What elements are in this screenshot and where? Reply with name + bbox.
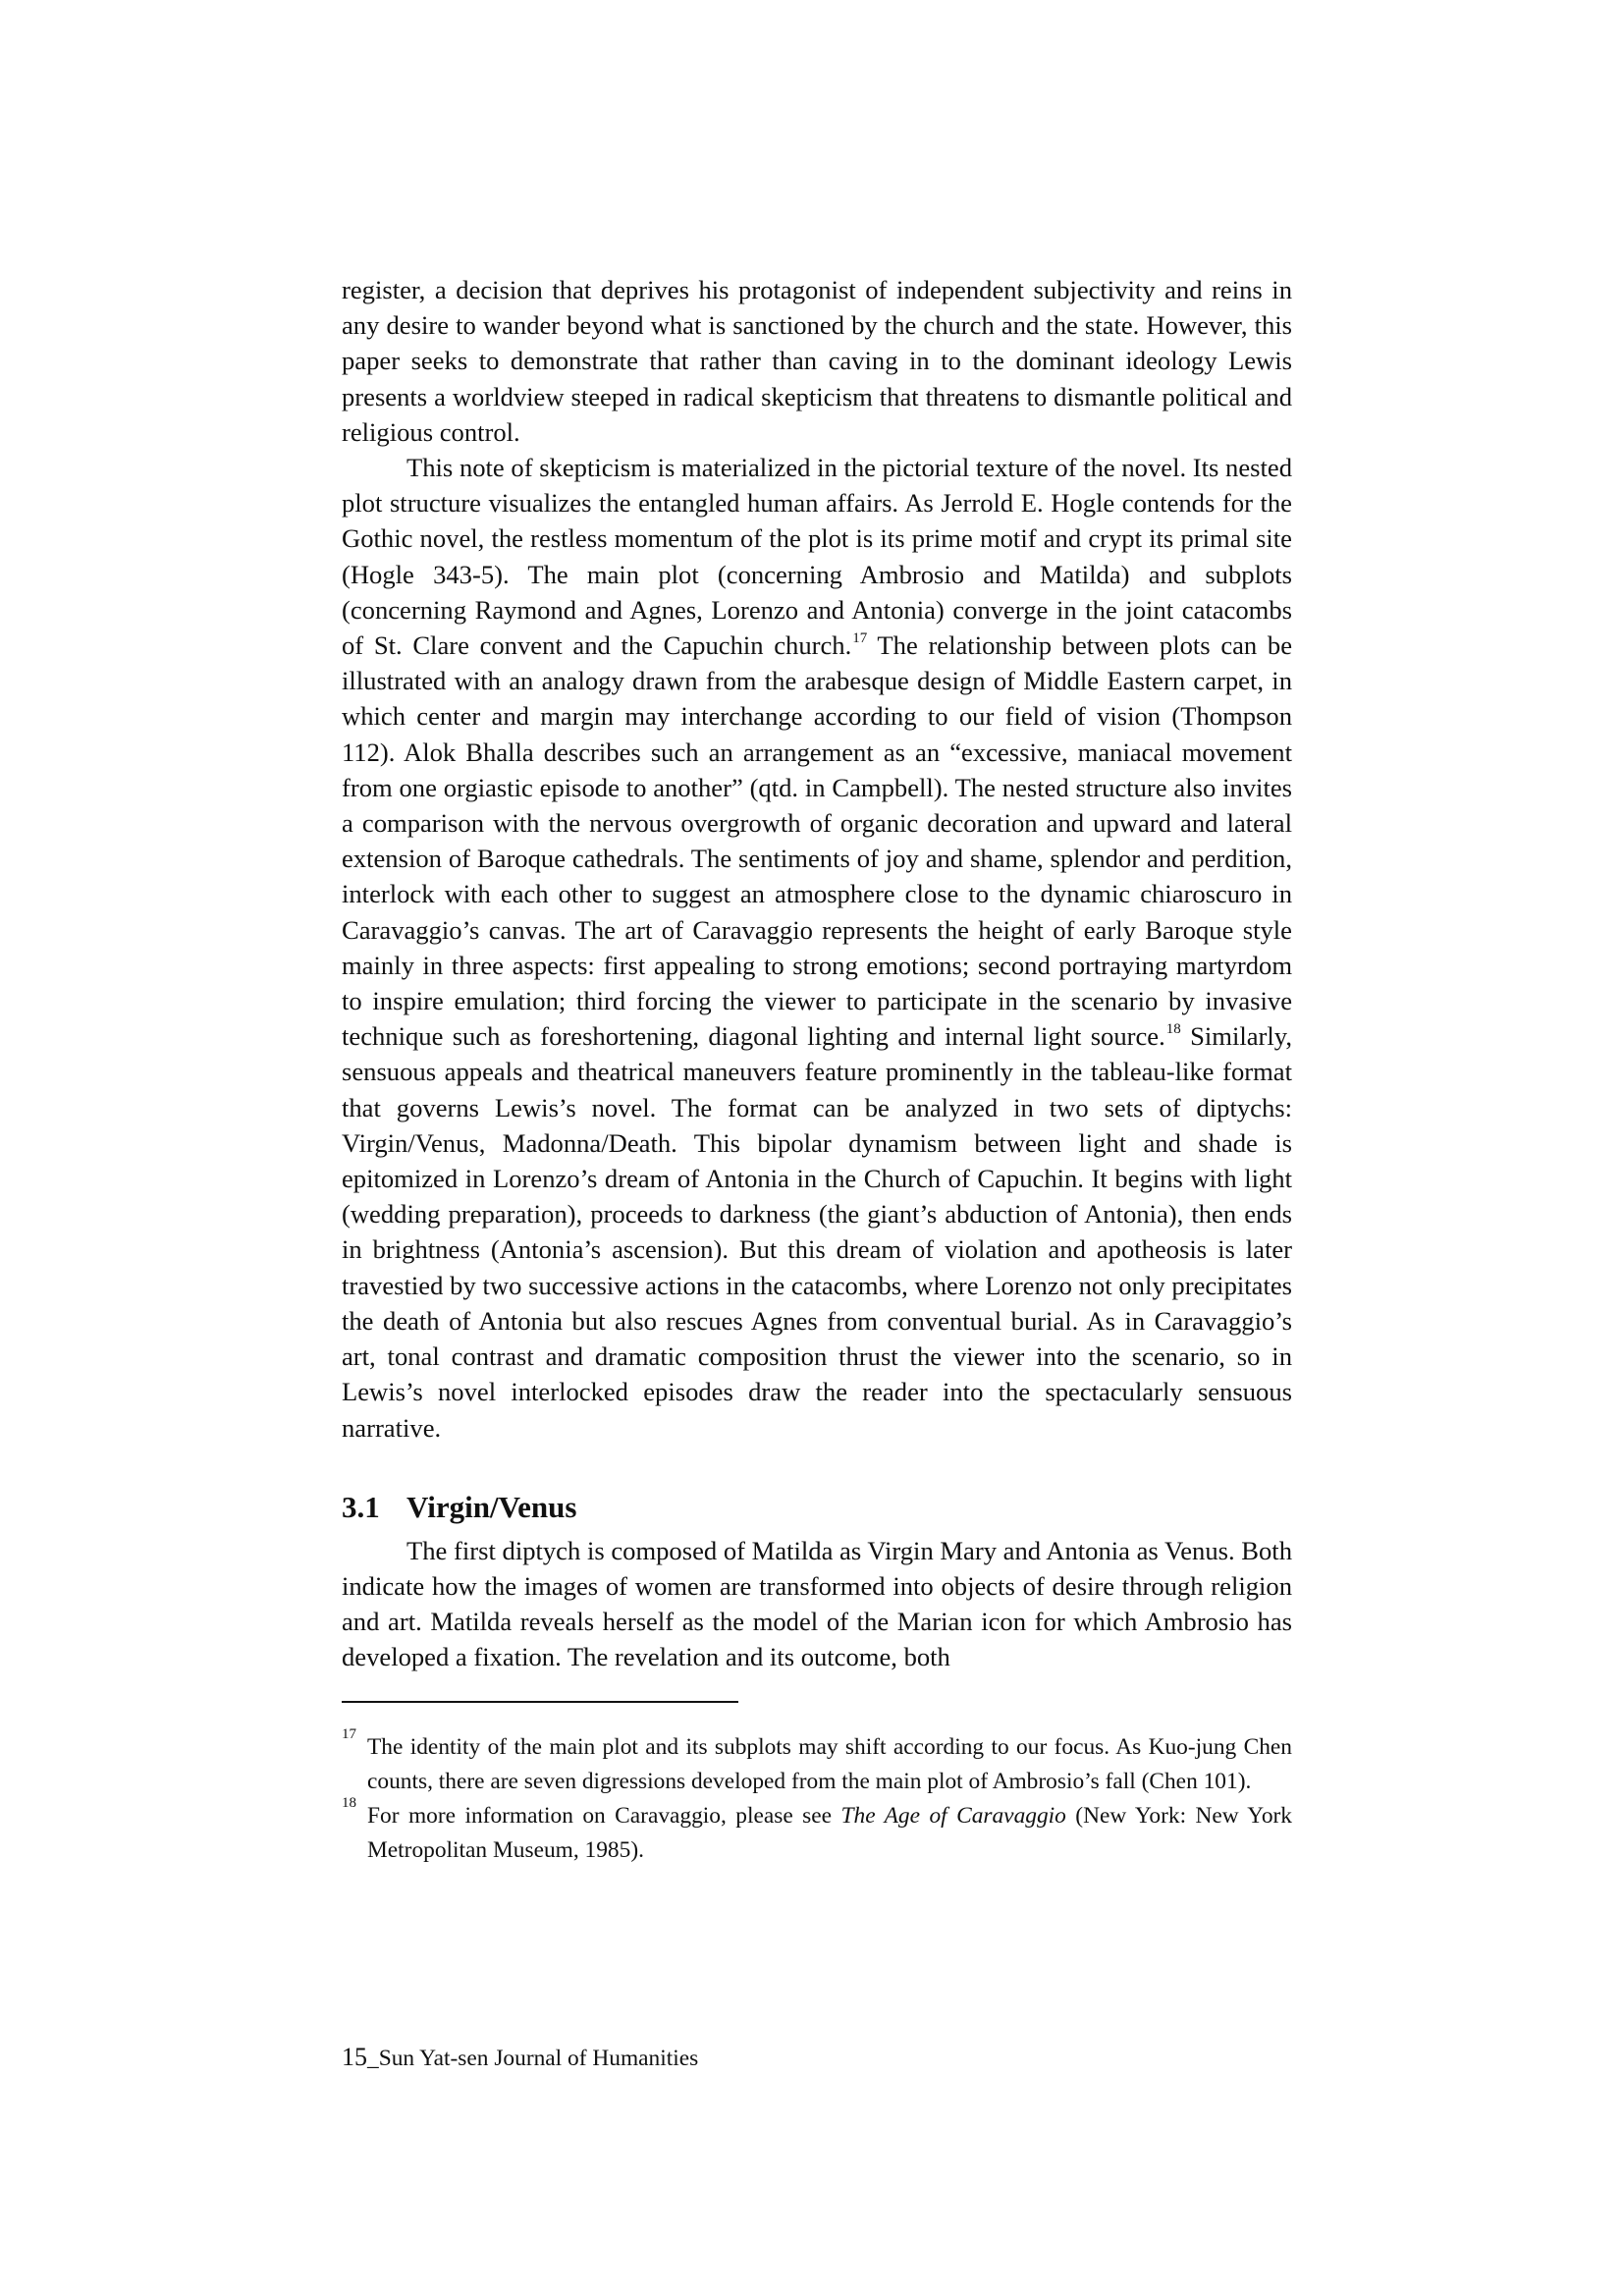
page-body <box>342 272 1292 1868</box>
footnote-18 <box>342 1794 1293 1868</box>
footnote-divider <box>342 1701 738 1703</box>
body-paragraph-2-part-a: This note of skepticism is materialized in the pictorial texture of the novel. Its nested plot structure visualizes the entangled human affairs. As Jerrold E. Hogle contends for the Gothic novel, the restless momentum of the plot is its prime motif and crypt its primal site (Hogle 343-5). The main plot (concerning Ambrosio and Matilda) and subplots (concerning Raymond and Agnes, Lorenzo and Antonia) converge in the joint catacombs of St. Clare convent and the Capuchin church. <box>342 453 1292 661</box>
footnote-ref-17: 17 <box>852 630 868 647</box>
footnote-17-text: The identity of the main plot and its subplots may shift according to our focus. As Kuo-jung Chen counts, there are seven digressions developed from the main plot of Ambrosio’s fall (Chen 101). <box>367 1733 1292 1794</box>
body-paragraph-1: register, a decision that deprives his protagonist of independent subjectivity and reins in any desire to wander beyond what is sanctioned by the church and the state. However, this paper seeks to demonstrate that rather than caving in to the dominant ideology Lewis presents a worldview steeped in radical skepticism that threatens to dismantle political and religious control. <box>342 275 1292 447</box>
section-title: Virgin/Venus <box>406 1489 577 1524</box>
body-paragraph-2-part-b: The relationship between plots can be illustrated with an analogy drawn from the arabesque design of Middle Eastern carpet, in which center and margin may interchange according to our field of vision (Thompson 112). Alok Bhalla describes such an arrangement as an “excessive, maniacal movement from one orgiastic episode to another” (qtd. in Campbell). The nested structure also invites a comparison with the nervous overgrowth of organic decoration and upward and lateral extension of Baroque cathedrals. The sentiments of joy and shame, splendor and perdition, interlock with each other to suggest an atmosphere close to the dynamic chiaroscuro in Caravaggio’s canvas. The art of Caravaggio represents the height of early Baroque style mainly in three aspects: first appealing to strong emotions; second portraying martyrdom to inspire emulation; third forcing the viewer to participate in the scenario by invasive technique such as foreshortening, diagonal lighting and internal light source. <box>342 630 1292 1052</box>
footnote-ref-18: 18 <box>1165 1021 1181 1038</box>
journal-name: _Sun Yat-sen Journal of Humanities <box>367 2046 699 2071</box>
section-number: 3.1 <box>342 1489 380 1524</box>
body-paragraph-2-part-c: Similarly, sensuous appeals and theatrical maneuvers feature prominently in the tableau-like format that governs Lewis’s novel. The format can be analyzed in two sets of diptychs: Virgin/Venus, Madonna/Death. This bipolar dynamism between light and shade is epitomized in Lorenzo’s dream of Antonia in the Church of Capuchin. It begins with light (wedding preparation), proceeds to darkness (the giant’s abduction of Antonia), then ends in brightness (Antonia’s ascension). But this dream of violation and apotheosis is later travestied by two successive actions in the catacombs, where Lorenzo not only precipitates the death of Antonia but also rescues Agnes from conventual burial. As in Caravaggio’s art, tonal contrast and dramatic composition thrust the viewer into the scenario, so in Lewis’s novel interlocked episodes draw the reader into the spectacularly sensuous narrative. <box>342 1021 1292 1443</box>
footnote-18-book-title: The Age of Caravaggio <box>840 1802 1066 1829</box>
footnote-18-mark: 18 <box>342 1794 356 1811</box>
footnotes <box>342 1725 1293 1868</box>
page-number: 15 <box>342 2043 367 2071</box>
section-heading <box>342 1489 1292 1526</box>
page-footer <box>342 2043 698 2073</box>
footnote-18-text-a: For more information on Caravaggio, please see <box>367 1802 841 1829</box>
body-paragraph-2 <box>342 450 1292 1446</box>
section-paragraph-1: The first diptych is composed of Matilda as Virgin Mary and Antonia as Venus. Both indicate how the images of women are transformed into objects of desire through religion and art. Matilda reveals herself as the model of the Marian icon for which Ambrosio has developed a fixation. The revelation and its outcome, both <box>342 1535 1292 1672</box>
footnote-17 <box>342 1725 1292 1799</box>
footnote-18-text-b: (New York: New York Metropolitan Museum, 1985). <box>367 1802 1293 1863</box>
footnote-17-mark: 17 <box>342 1725 356 1742</box>
